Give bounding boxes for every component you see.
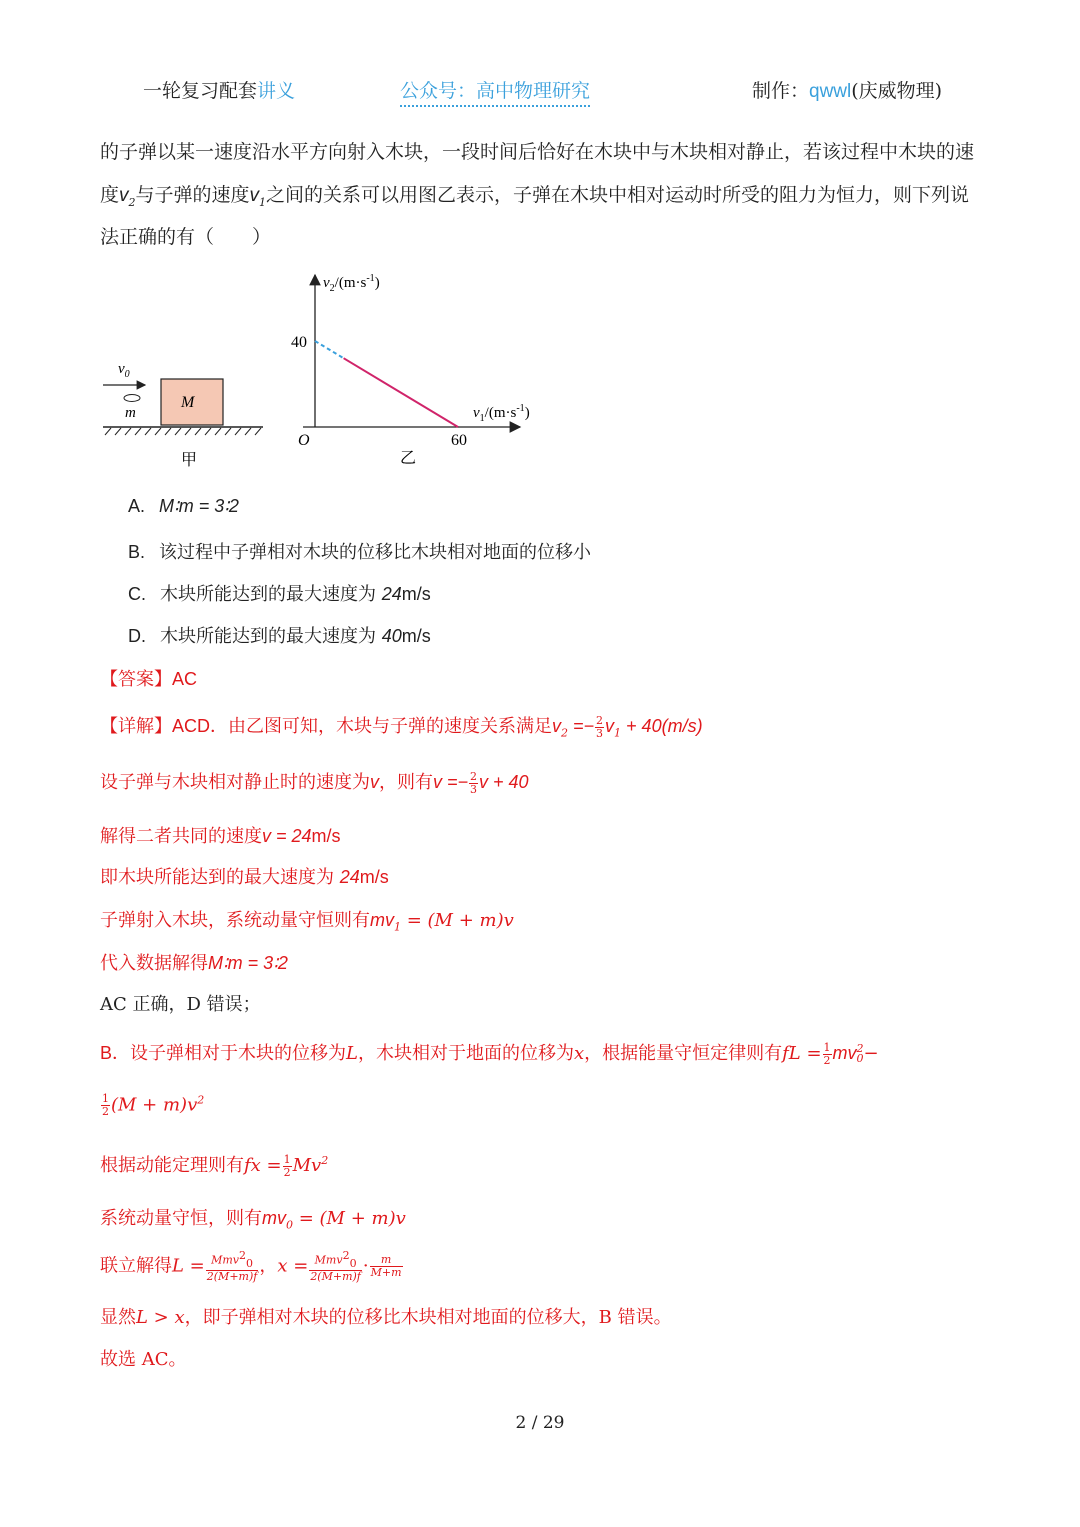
header-left: 一轮复习配套讲义	[143, 80, 296, 102]
figure-yi-caption: 乙	[400, 450, 417, 467]
explain-line-2: 设子弹与木块相对静止时的速度为v，则有v =− $\frac{2}{3}$ v + 40	[100, 769, 529, 796]
explain-line-3: 解得二者共同的速度v = 24m/s	[100, 826, 341, 847]
option-d: D. 木块所能达到的最大速度为 40m/s	[128, 626, 431, 647]
header-center: 公众号：高中物理研究	[400, 76, 590, 107]
question-line-1: 的子弹以某一速度沿水平方向射入木块，一段时间后恰好在木块中与木块相对静止，若该过程中木块的速	[100, 141, 975, 163]
ground-hatching	[105, 428, 261, 435]
series-solid-segment	[344, 358, 458, 427]
y-tick-label: 40	[291, 334, 307, 351]
explain-line-10: 根据动能定理则有fx = $\frac{1}{2}$ Mv$^2$	[100, 1152, 329, 1179]
option-a: A. M∶m = 3∶2	[128, 496, 239, 516]
explain-line-11: 系统动量守恒，则有$mv_0 = (M + m)v$	[100, 1208, 406, 1232]
origin-label: O	[298, 432, 310, 449]
bullet-shape	[124, 395, 140, 402]
page-number: 2 / 29	[515, 1413, 565, 1433]
explain-line-13: 显然L > x，即子弹相对木块的位移比木块相对地面的位移大，B 错误。	[100, 1307, 672, 1328]
option-b: B. 该过程中子弹相对木块的位移比木块相对地面的位移小	[128, 542, 592, 563]
explain-line-5: 子弹射入木块，系统动量守恒则有$mv_1 = (M + m)v$	[100, 910, 514, 934]
explain-line-6: 代入数据解得M∶m = 3∶2	[100, 953, 288, 974]
block-label: M	[181, 394, 195, 411]
x-tick-label: 60	[451, 432, 467, 449]
explain-line-12: 联立解得L = $\frac{Mmv^2_0}{2(M+m)f}$ ，x = $\frac{Mmv^2_0}{2(M+m)f}$ · $\frac{m}{M+m}$	[100, 1249, 402, 1283]
question-line-3: 法正确的有（ ）	[100, 226, 272, 248]
explain-line-7: AC 正确，D 错误；	[100, 994, 261, 1015]
figure-jia	[95, 355, 275, 475]
explain-line-9: $\frac{1}{2}$ $(M + m)v^2$	[102, 1092, 205, 1118]
x-axis-label: $v_1/(m\cdot s^{-1})$	[473, 403, 530, 424]
question-line-2: 度$v_2$与子弹的速度$v_1$之间的关系可以用图乙表示，子弹在木块中相对运动时所受的阻力为恒力，则下列说	[100, 184, 970, 209]
explain-line-14: 故选 AC。	[100, 1349, 187, 1370]
explain-line-1: 【详解】ACD．由乙图可知，木块与子弹的速度关系满足$v_2$ =− $\frac{2}{3}$ $v_1 + 40(m/s)$	[100, 713, 703, 740]
figure-yi-chart	[285, 265, 555, 475]
header-right: 制作：qwwl(庆威物理)	[752, 80, 943, 102]
answer-line: 【答案】AC	[100, 669, 198, 690]
series-dashed-segment	[315, 341, 344, 358]
v0-label: $v_0$	[118, 361, 130, 380]
option-c: C. 木块所能达到的最大速度为 24m/s	[128, 584, 431, 605]
explain-line-4: 即木块所能达到的最大速度为 24m/s	[100, 867, 389, 888]
bullet-label: m	[125, 405, 136, 421]
figure-jia-caption: 甲	[181, 452, 198, 469]
explain-line-8: B．设子弹相对于木块的位移为L，木块相对于地面的位移为x，根据能量守恒定律则有fL = $\frac{1}{2}$ mv 2 0 −	[100, 1040, 879, 1067]
y-axis-label: $v_2/(m\cdot s^{-1})$	[323, 273, 380, 294]
